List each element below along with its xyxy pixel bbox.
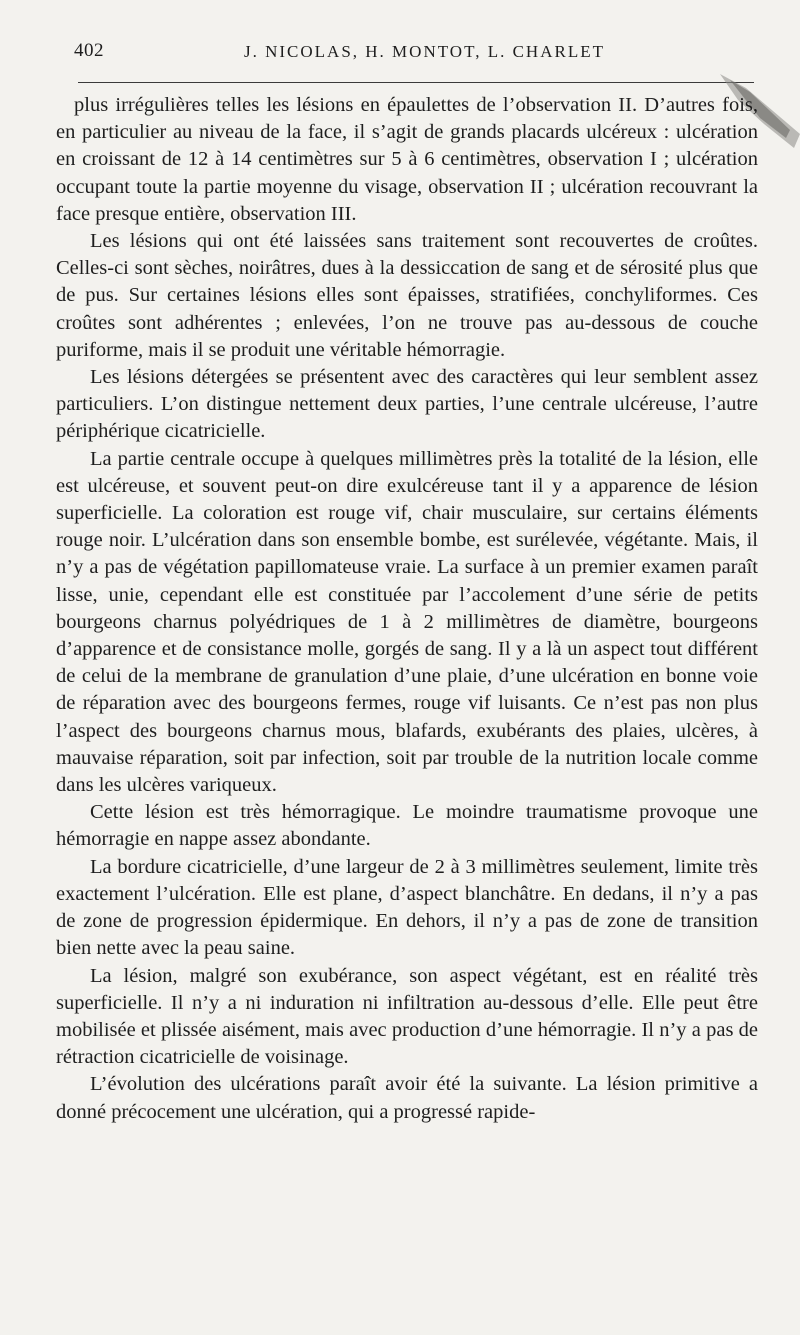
running-head-authors: J. NICOLAS, H. MONTOT, L. CHARLET bbox=[244, 42, 605, 61]
paragraph: Les lésions qui ont été laissées sans traitement sont recouvertes de croûtes. Celles-ci sont sèches, noirâtres, dues à la dessiccation de sang et de sérosité plus que de pus. Sur certaines lésions elles sont épaisses, stratifiées, conchyliformes. Ces croûtes sont adhérentes ; enlevées, l’on ne trouve pas au-dessous de couche puriforme, mais il se produit une véritable hémorragie. bbox=[56, 230, 758, 361]
paragraph: L’évolution des ulcérations paraît avoir été la suivante. La lésion primitive a donné précocement une ulcération, qui a progressé rapide- bbox=[56, 1073, 758, 1123]
body-text bbox=[56, 92, 758, 1126]
paragraph-continued: plus irrégulières telles les lésions en épaulettes de l’observation II. D’autres fois, en particulier au niveau de la face, il s’agit de grands placards ulcéreux : ulcération en croissant de 12 à 14 centimètres sur 5 à 6 centimètres, observation I ; ulcération occupant toute la partie moyenne du visage, observation II ; ulcération recouvrant la face presque entière, observation III. bbox=[56, 94, 758, 225]
paragraph: La partie centrale occupe à quelques millimètres près la totalité de la lésion, elle est ulcéreuse, et souvent peut-on dire exulcéreuse tant il y a apparence de lésion superficielle. La coloration est rouge vif, chair musculaire, sur certains éléments rouge noir. L’ulcération dans son ensemble bombe, est surélevée, végétante. Mais, il n’y a pas de végétation papillomateuse vraie. La surface à un premier examen paraît lisse, unie, cependant elle est constituée par l’accolement d’une série de petits bourgeons charnus polyédriques de 1 à 2 millimètres de diamètre, bourgeons d’apparence et de consistance molle, gorgés de sang. Il y a là un aspect tout différent de celui de la membrane de granulation d’une plaie, d’une ulcération en bonne voie de réparation avec des bourgeons fermes, rouge vif luisants. Ce n’est pas non plus l’aspect des bourgeons charnus mous, blafards, exubérants des plaies, ulcères, à mauvaise réparation, soit par infection, soit par trouble de la nutrition locale comme dans les ulcères variqueux. bbox=[56, 447, 758, 797]
paragraph: Cette lésion est très hémorragique. Le moindre traumatisme provoque une hémorragie en nappe assez abondante. bbox=[56, 801, 758, 851]
paragraph: La bordure cicatricielle, d’une largeur de 2 à 3 millimètres seulement, limite très exactement l’ulcération. Elle est plane, d’aspect blanchâtre. En dedans, il n’y a pas de zone de progression épidermique. En dehors, il n’y a pas de zone de transition bien nette avec la peau saine. bbox=[56, 855, 758, 960]
paragraph: Les lésions détergées se présentent avec des caractères qui leur semblent assez particuliers. L’on distingue nettement deux parties, l’une centrale ulcéreuse, l’autre périphérique cicatricielle. bbox=[56, 366, 758, 443]
page-number: 402 bbox=[74, 40, 104, 61]
running-head bbox=[74, 40, 758, 70]
header-rule bbox=[78, 82, 754, 83]
paragraph: La lésion, malgré son exubérance, son aspect végétant, est en réalité très superficielle. Il n’y a ni induration ni infiltration au-dessous d’elle. Elle peut être mobilisée et plissée aisément, mais avec production d’une hémorragie. Il n’y a pas de rétraction cicatricielle de voisinage. bbox=[56, 964, 758, 1069]
